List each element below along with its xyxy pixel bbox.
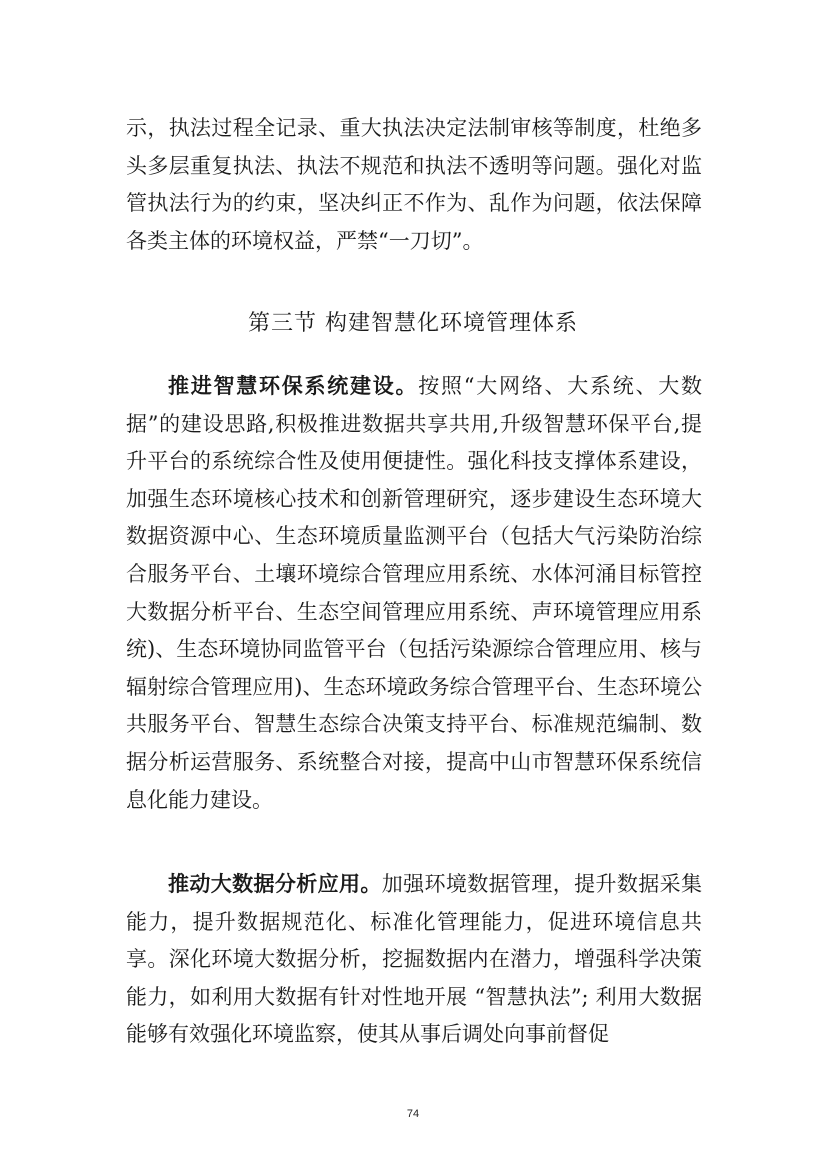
paragraph-lead: 推进智慧环保系统建设。 [168, 374, 419, 398]
paragraph-body: 按照“大网络、大系统、大数据”的建设思路,积极推进数据共享共用,升级智慧环保平台,提升平台的系统综合性及使用便捷性。强化科技支撑体系建设，加强生态环境核心技术和创新管理研究，逐步建设生态环境大数据资源中心、生态环境质量监测平台（包括大气污染防治综合服务平台、土壤环境综合管理应用系统、水体河涌目标管控大数据分析平台、生态空间管理应用系统、声环境管理应用系统)、生态环境协同监管平台（包括污染源综合管理应用、核与辐射综合管理应用)、生态环境政务综合管理平台、生态环境公共服务平台、智慧生态综合决策支持平台、标准规范编制、数据分析运营服务、系统整合对接，提高中山市智慧环保系统信息化能力建设。 [126, 374, 702, 812]
paragraph-big-data-application [126, 866, 702, 1054]
paragraph-lead: 推动大数据分析应用。 [168, 872, 382, 896]
page-number: 74 [406, 1108, 420, 1120]
section-heading: 第三节 构建智慧化环境管理体系 [248, 311, 578, 336]
intro-paragraph [126, 110, 702, 260]
paragraph-smart-eco-system [126, 368, 702, 819]
paragraph-text [126, 866, 702, 1054]
paragraph-body: 加强环境数据管理，提升数据采集能力，提升数据规范化、标准化管理能力，促进环境信息共享。深化环境大数据分析，挖掘数据内在潜力，增强科学决策能力，如利用大数据有针对性地开展 “智慧执法”; 利用大数据能够有效强化环境监察，使其从事后调处向事前督促 [126, 872, 702, 1047]
intro-paragraph-text: 示，执法过程全记录、重大执法决定法制审核等制度，杜绝多头多层重复执法、执法不规范和执法不透明等问题。强化对监管执法行为的约束，坚决纠正不作为、乱作为问题，依法保障各类主体的环境权益，严禁“一刀切”。 [126, 116, 702, 253]
paragraph-text [126, 368, 702, 819]
